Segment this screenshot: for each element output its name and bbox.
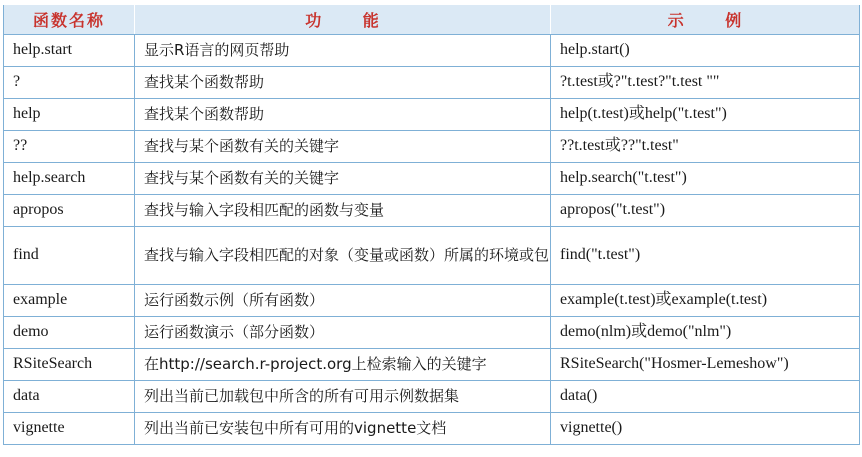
table-header — [4, 5, 860, 34]
cell-function-description: 查找与输入字段相匹配的函数与变量 — [135, 194, 551, 226]
header-function-name: 函数名称 — [4, 5, 135, 34]
table-row — [4, 130, 860, 162]
cell-function-name: RSiteSearch — [4, 348, 135, 380]
cell-function-description: 显示R语言的网页帮助 — [135, 34, 551, 66]
cell-example: vignette() — [551, 412, 860, 444]
table-row — [4, 98, 860, 130]
cell-function-description: 列出当前已安装包中所有可用的vignette文档 — [135, 412, 551, 444]
table-row — [4, 34, 860, 66]
cell-example: data() — [551, 380, 860, 412]
table-row — [4, 316, 860, 348]
cell-function-name: ? — [4, 66, 135, 98]
cell-function-name: help.start — [4, 34, 135, 66]
table-row — [4, 284, 860, 316]
cell-example: help.start() — [551, 34, 860, 66]
cell-function-name: help.search — [4, 162, 135, 194]
cell-function-description: 查找与某个函数有关的关键字 — [135, 130, 551, 162]
cell-example: ??t.test或??"t.test" — [551, 130, 860, 162]
cell-example: help.search("t.test") — [551, 162, 860, 194]
table-row — [4, 412, 860, 444]
cell-function-description: 查找与输入字段相匹配的对象（变量或函数）所属的环境或包 — [135, 226, 551, 284]
cell-example: RSiteSearch("Hosmer-Lemeshow") — [551, 348, 860, 380]
cell-function-description: 列出当前已加载包中所含的所有可用示例数据集 — [135, 380, 551, 412]
table-row — [4, 380, 860, 412]
header-row — [4, 5, 860, 34]
cell-function-description: 在http://search.r-project.org上检索输入的关键字 — [135, 348, 551, 380]
cell-function-name: example — [4, 284, 135, 316]
cell-example: example(t.test)或example(t.test) — [551, 284, 860, 316]
table-body — [4, 34, 860, 444]
cell-function-name: vignette — [4, 412, 135, 444]
cell-example: demo(nlm)或demo("nlm") — [551, 316, 860, 348]
cell-function-name: data — [4, 380, 135, 412]
cell-example: ?t.test或?"t.test?"t.test "" — [551, 66, 860, 98]
cell-function-description: 运行函数示例（所有函数） — [135, 284, 551, 316]
header-function-description: 功 能 — [135, 5, 551, 34]
cell-function-name: apropos — [4, 194, 135, 226]
cell-example: help(t.test)或help("t.test") — [551, 98, 860, 130]
table-row — [4, 66, 860, 98]
cell-example: find("t.test") — [551, 226, 860, 284]
help-functions-table — [3, 5, 860, 445]
cell-function-description: 查找某个函数帮助 — [135, 98, 551, 130]
cell-function-name: find — [4, 226, 135, 284]
cell-function-name: help — [4, 98, 135, 130]
help-functions-table-container — [3, 5, 859, 445]
header-example: 示 例 — [551, 5, 860, 34]
cell-function-description: 运行函数演示（部分函数） — [135, 316, 551, 348]
cell-function-name: ?? — [4, 130, 135, 162]
table-row — [4, 162, 860, 194]
table-row — [4, 348, 860, 380]
cell-function-description: 查找与某个函数有关的关键字 — [135, 162, 551, 194]
table-row — [4, 226, 860, 284]
cell-function-description: 查找某个函数帮助 — [135, 66, 551, 98]
table-row — [4, 194, 860, 226]
cell-example: apropos("t.test") — [551, 194, 860, 226]
cell-function-name: demo — [4, 316, 135, 348]
